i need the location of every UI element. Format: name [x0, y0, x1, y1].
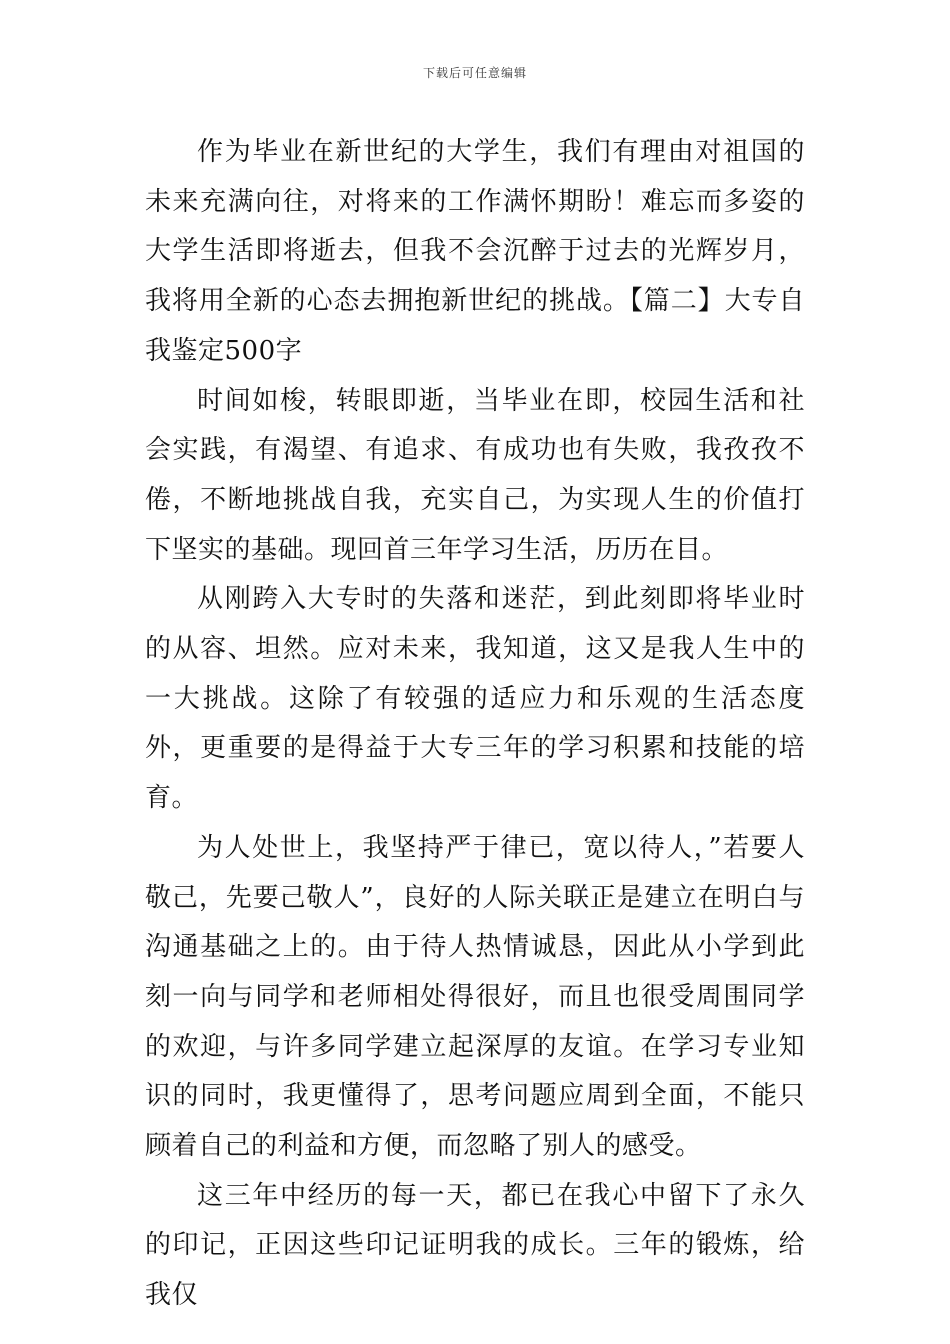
document-body: [145, 128, 805, 1321]
paragraph-1: 作为毕业在新世纪的大学生，我们有理由对祖国的未来充满向往，对将来的工作满怀期盼！难忘而多姿的大学生活即将逝去，但我不会沉醉于过去的光辉岁月，我将用全新的心态去拥抱新世纪的挑战。【篇二】大专自我鉴定500字: [145, 137, 805, 366]
paragraph-5: 这三年中经历的每一天，都已在我心中留下了永久的印记，正因这些印记证明我的成长。三年的锻炼，给我仅: [145, 1180, 805, 1311]
paragraph-2: 时间如梭，转眼即逝，当毕业在即，校园生活和社会实践，有渴望、有追求、有成功也有失败，我孜孜不倦，不断地挑战自我，充实自己，为实现人生的价值打下坚实的基础。现回首三年学习生活，历历在目。: [145, 385, 805, 565]
page-header-note: 下载后可任意编辑: [422, 66, 527, 80]
paragraph-3: 从刚跨入大专时的失落和迷茫，到此刻即将毕业时的从容、坦然。应对未来，我知道，这又是我人生中的一大挑战。这除了有较强的适应力和乐观的生活态度外，更重要的是得益于大专三年的学习积累和技能的培育。: [145, 584, 805, 814]
paragraph-4: 为人处世上，我坚持严于律已，宽以待人，”若要人敬己，先要己敬人”，良好的人际关联正是建立在明白与沟通基础之上的。由于待人热情诚恳，因此从小学到此刻一向与同学和老师相处得很好，而且也很受周围同学的欢迎，与许多同学建立起深厚的友谊。在学习专业知识的同时，我更懂得了，思考问题应周到全面，不能只顾着自己的利益和方便，而忽略了别人的感受。: [145, 832, 805, 1162]
